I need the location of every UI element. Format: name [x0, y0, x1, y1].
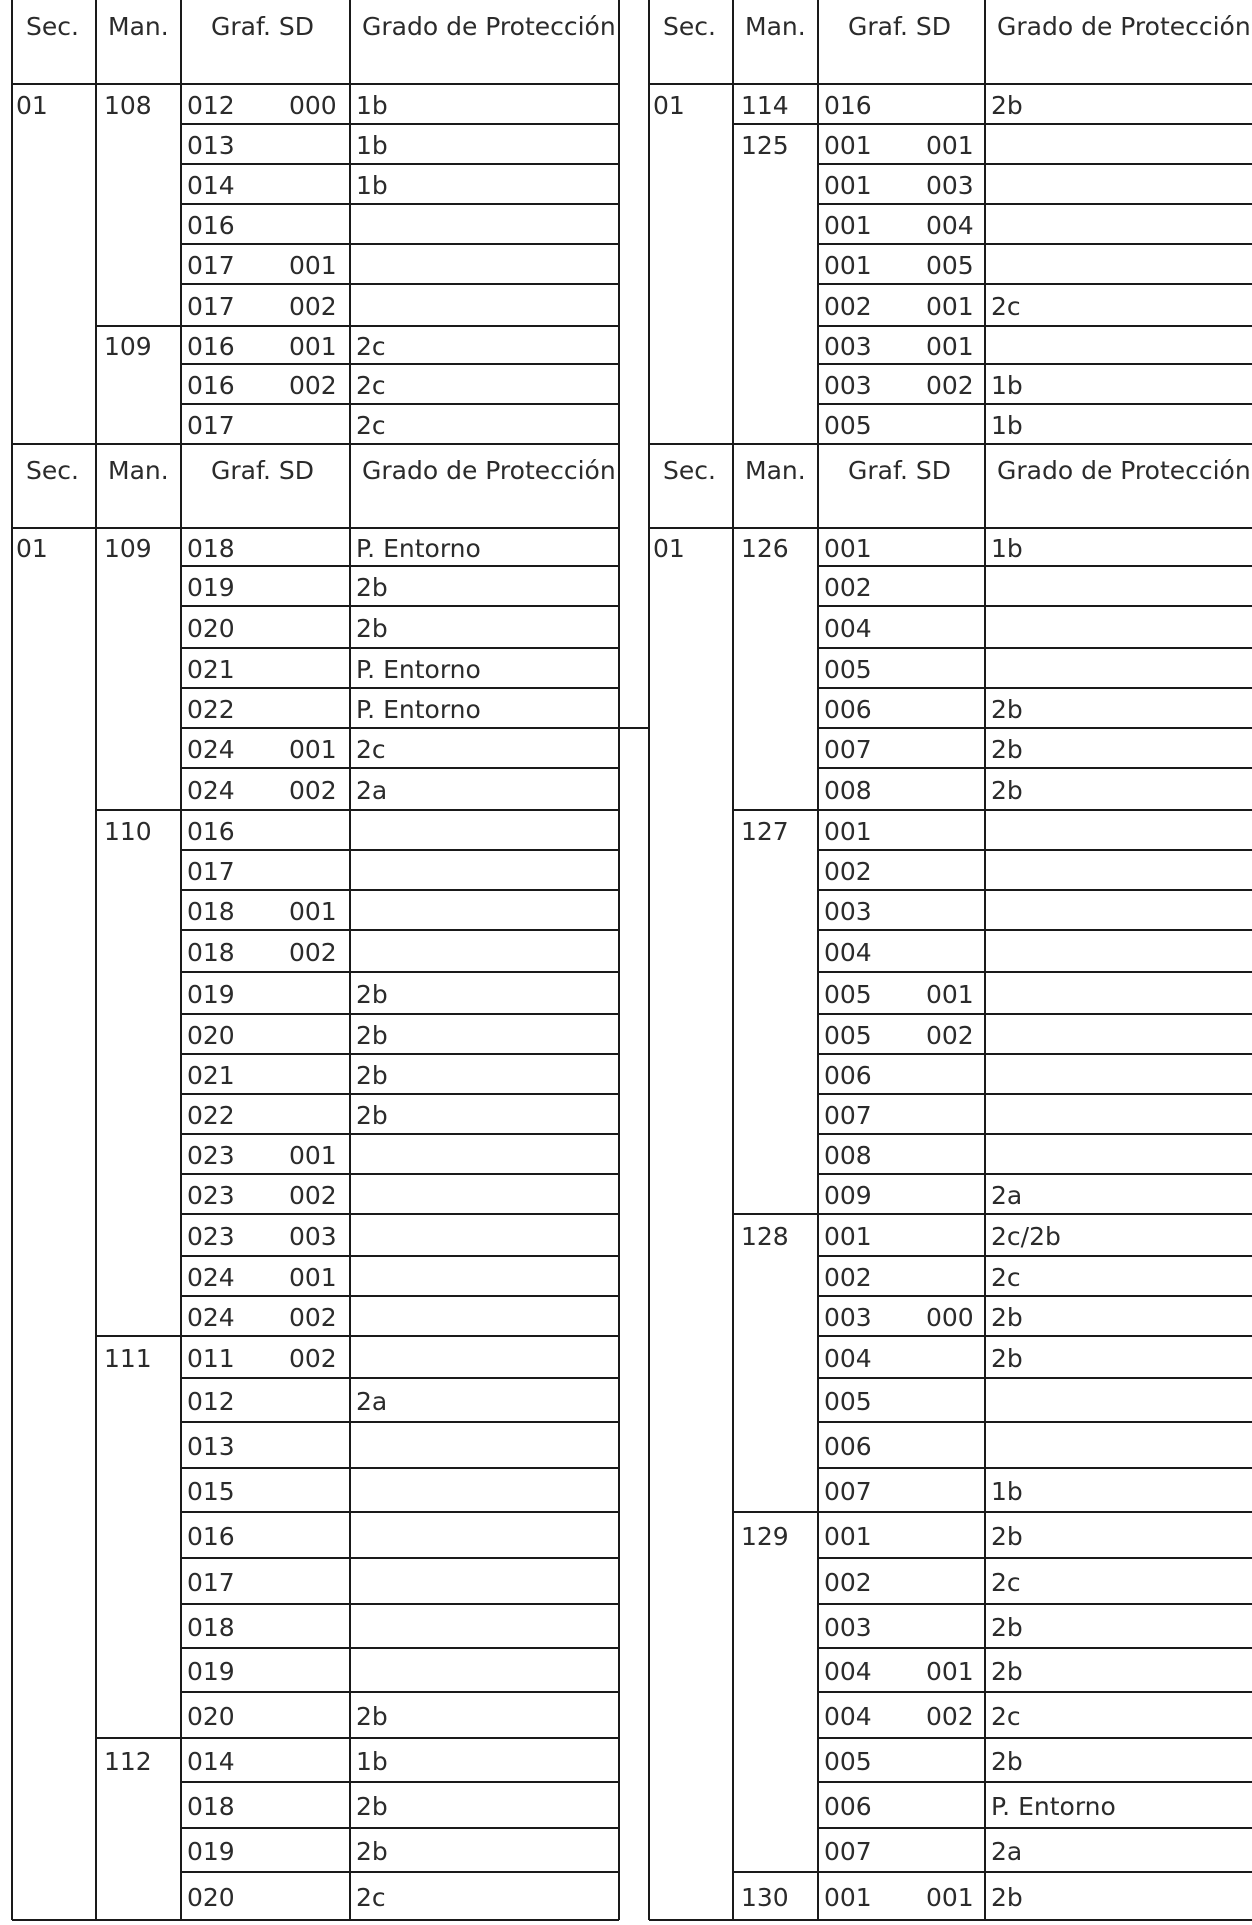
- graf-value: 004: [824, 614, 872, 643]
- graf-value: 016: [824, 91, 872, 120]
- man-value: 127: [741, 817, 789, 846]
- subgraf-value: 002: [289, 1344, 337, 1373]
- grado-value: 2b: [991, 1613, 1023, 1642]
- graf-value: 001: [824, 817, 872, 846]
- graf-value: 017: [187, 411, 235, 440]
- sec-value: 01: [16, 534, 48, 563]
- grado-value: 1b: [356, 171, 388, 200]
- graf-value: 005: [824, 1747, 872, 1776]
- graf-value: 001: [824, 1222, 872, 1251]
- man-value: 109: [104, 534, 152, 563]
- grado-value: 2b: [356, 1837, 388, 1866]
- grado-value: 2b: [356, 1792, 388, 1821]
- header-man: Man.: [108, 456, 169, 485]
- header-graf-sd: Graf. SD: [211, 456, 314, 485]
- grado-value: 2c: [356, 371, 386, 400]
- header-graf-sd: Graf. SD: [848, 456, 951, 485]
- graf-value: 008: [824, 1141, 872, 1170]
- subgraf-value: 002: [289, 1181, 337, 1210]
- graf-value: 004: [824, 1344, 872, 1373]
- header-graf-sd: Graf. SD: [848, 12, 951, 41]
- graf-value: 009: [824, 1181, 872, 1210]
- grado-value: 2b: [991, 1522, 1023, 1551]
- grado-value: 2c: [991, 1702, 1021, 1731]
- graf-value: 006: [824, 1792, 872, 1821]
- graf-value: 006: [824, 695, 872, 724]
- grado-value: 2b: [991, 91, 1023, 120]
- subgraf-value: 002: [926, 1702, 974, 1731]
- grado-value: 2b: [991, 695, 1023, 724]
- graf-value: 016: [187, 1522, 235, 1551]
- graf-value: 006: [824, 1061, 872, 1090]
- subgraf-value: 002: [289, 776, 337, 805]
- graf-value: 001: [824, 131, 872, 160]
- graf-value: 021: [187, 1061, 235, 1090]
- graf-value: 003: [824, 897, 872, 926]
- grado-value: P. Entorno: [991, 1792, 1116, 1821]
- header-man: Man.: [108, 12, 169, 41]
- header-grado-proteccion: Grado de Protección: [362, 456, 616, 485]
- graf-value: 020: [187, 1883, 235, 1912]
- man-value: 112: [104, 1747, 152, 1776]
- grado-value: 1b: [356, 1747, 388, 1776]
- graf-value: 002: [824, 1263, 872, 1292]
- sec-value: 01: [16, 91, 48, 120]
- grado-value: 1b: [991, 371, 1023, 400]
- graf-value: 004: [824, 1657, 872, 1686]
- graf-value: 020: [187, 614, 235, 643]
- graf-value: 005: [824, 1021, 872, 1050]
- graf-value: 002: [824, 1568, 872, 1597]
- subgraf-value: 002: [926, 371, 974, 400]
- grado-value: 2a: [991, 1181, 1023, 1210]
- man-value: 109: [104, 332, 152, 361]
- graf-value: 019: [187, 980, 235, 1009]
- graf-value: 015: [187, 1477, 235, 1506]
- graf-value: 024: [187, 735, 235, 764]
- subgraf-value: 001: [289, 897, 337, 926]
- graf-value: 004: [824, 938, 872, 967]
- grado-value: 2b: [356, 1061, 388, 1090]
- man-value: 130: [741, 1883, 789, 1912]
- grado-value: 2c: [356, 411, 386, 440]
- graf-value: 016: [187, 817, 235, 846]
- subgraf-value: 002: [289, 292, 337, 321]
- grado-value: 2c: [991, 1568, 1021, 1597]
- graf-value: 005: [824, 980, 872, 1009]
- grado-value: 1b: [991, 534, 1023, 563]
- grado-value: 2b: [356, 1702, 388, 1731]
- graf-value: 022: [187, 1101, 235, 1130]
- graf-value: 019: [187, 1657, 235, 1686]
- graf-value: 007: [824, 1477, 872, 1506]
- graf-value: 016: [187, 211, 235, 240]
- grado-value: 2c: [356, 332, 386, 361]
- graf-value: 024: [187, 1303, 235, 1332]
- grado-value: 2b: [991, 776, 1023, 805]
- subgraf-value: 005: [926, 251, 974, 280]
- graf-value: 003: [824, 1303, 872, 1332]
- grado-value: 2b: [991, 1657, 1023, 1686]
- graf-value: 017: [187, 251, 235, 280]
- graf-value: 005: [824, 655, 872, 684]
- header-sec: Sec.: [26, 456, 79, 485]
- graf-value: 018: [187, 1613, 235, 1642]
- man-value: 129: [741, 1522, 789, 1551]
- graf-value: 003: [824, 371, 872, 400]
- graf-value: 023: [187, 1222, 235, 1251]
- graf-value: 023: [187, 1181, 235, 1210]
- graf-value: 018: [187, 938, 235, 967]
- graf-value: 001: [824, 211, 872, 240]
- grado-value: 2a: [356, 1387, 388, 1416]
- subgraf-value: 001: [926, 292, 974, 321]
- graf-value: 007: [824, 1837, 872, 1866]
- graf-value: 014: [187, 171, 235, 200]
- man-value: 110: [104, 817, 152, 846]
- subgraf-value: 001: [926, 332, 974, 361]
- header-graf-sd: Graf. SD: [211, 12, 314, 41]
- graf-value: 021: [187, 655, 235, 684]
- subgraf-value: 001: [289, 1141, 337, 1170]
- man-value: 111: [104, 1344, 152, 1373]
- grado-value: 2b: [991, 1883, 1023, 1912]
- subgraf-value: 002: [926, 1021, 974, 1050]
- graf-value: 001: [824, 1522, 872, 1551]
- subgraf-value: 000: [926, 1303, 974, 1332]
- graf-value: 017: [187, 857, 235, 886]
- grado-value: P. Entorno: [356, 655, 481, 684]
- grado-value: 2b: [991, 1344, 1023, 1373]
- grado-value: 2b: [356, 573, 388, 602]
- graf-value: 005: [824, 1387, 872, 1416]
- grado-value: 2b: [991, 1747, 1023, 1776]
- graf-value: 017: [187, 1568, 235, 1597]
- subgraf-value: 001: [926, 980, 974, 1009]
- subgraf-value: 002: [289, 938, 337, 967]
- grado-value: 2c: [991, 1263, 1021, 1292]
- graf-value: 002: [824, 292, 872, 321]
- graf-value: 007: [824, 1101, 872, 1130]
- subgraf-value: 004: [926, 211, 974, 240]
- man-value: 128: [741, 1222, 789, 1251]
- man-value: 114: [741, 91, 789, 120]
- subgraf-value: 001: [289, 1263, 337, 1292]
- subgraf-value: 001: [289, 251, 337, 280]
- graf-value: 012: [187, 91, 235, 120]
- grado-value: 2c: [356, 735, 386, 764]
- grado-value: P. Entorno: [356, 534, 481, 563]
- subgraf-value: 002: [289, 1303, 337, 1332]
- subgraf-value: 001: [289, 735, 337, 764]
- sec-value: 01: [653, 534, 685, 563]
- subgraf-value: 003: [289, 1222, 337, 1251]
- header-grado-proteccion: Grado de Protección: [362, 12, 616, 41]
- sec-value: 01: [653, 91, 685, 120]
- subgraf-value: 003: [926, 171, 974, 200]
- grado-value: 2b: [991, 735, 1023, 764]
- graf-value: 008: [824, 776, 872, 805]
- graf-value: 014: [187, 1747, 235, 1776]
- grado-value: 1b: [356, 131, 388, 160]
- grado-value: P. Entorno: [356, 695, 481, 724]
- graf-value: 012: [187, 1387, 235, 1416]
- grado-value: 2c: [991, 292, 1021, 321]
- graf-value: 002: [824, 573, 872, 602]
- graf-value: 019: [187, 573, 235, 602]
- grado-value: 2a: [356, 776, 388, 805]
- graf-value: 016: [187, 371, 235, 400]
- header-grado-proteccion: Grado de Protección: [997, 456, 1251, 485]
- man-value: 126: [741, 534, 789, 563]
- grado-value: 2a: [991, 1837, 1023, 1866]
- graf-value: 006: [824, 1432, 872, 1461]
- subgraf-value: 000: [289, 91, 337, 120]
- grado-value: 2b: [356, 1101, 388, 1130]
- grado-value: 2c: [356, 1883, 386, 1912]
- man-value: 108: [104, 91, 152, 120]
- man-value: 125: [741, 131, 789, 160]
- grado-value: 2b: [356, 980, 388, 1009]
- graf-value: 002: [824, 857, 872, 886]
- graf-value: 024: [187, 1263, 235, 1292]
- graf-value: 003: [824, 1613, 872, 1642]
- graf-value: 007: [824, 735, 872, 764]
- grado-value: 1b: [991, 1477, 1023, 1506]
- graf-value: 001: [824, 251, 872, 280]
- grado-value: 2b: [356, 614, 388, 643]
- subgraf-value: 001: [926, 131, 974, 160]
- graf-value: 016: [187, 332, 235, 361]
- graf-value: 003: [824, 332, 872, 361]
- header-man: Man.: [745, 456, 806, 485]
- graf-value: 019: [187, 1837, 235, 1866]
- header-grado-proteccion: Grado de Protección: [997, 12, 1251, 41]
- graf-value: 004: [824, 1702, 872, 1731]
- header-man: Man.: [745, 12, 806, 41]
- grado-value: 2b: [356, 1021, 388, 1050]
- graf-value: 020: [187, 1021, 235, 1050]
- grado-value: 2c/2b: [991, 1222, 1061, 1251]
- graf-value: 024: [187, 776, 235, 805]
- graf-value: 017: [187, 292, 235, 321]
- graf-value: 013: [187, 131, 235, 160]
- graf-value: 001: [824, 1883, 872, 1912]
- graf-value: 005: [824, 411, 872, 440]
- header-sec: Sec.: [26, 12, 79, 41]
- graf-value: 001: [824, 171, 872, 200]
- graf-value: 013: [187, 1432, 235, 1461]
- grado-value: 1b: [356, 91, 388, 120]
- graf-value: 020: [187, 1702, 235, 1731]
- header-sec: Sec.: [663, 12, 716, 41]
- graf-value: 018: [187, 1792, 235, 1821]
- grado-value: 1b: [991, 411, 1023, 440]
- subgraf-value: 001: [926, 1657, 974, 1686]
- header-sec: Sec.: [663, 456, 716, 485]
- subgraf-value: 001: [289, 332, 337, 361]
- subgraf-value: 001: [926, 1883, 974, 1912]
- grado-value: 2b: [991, 1303, 1023, 1332]
- graf-value: 011: [187, 1344, 235, 1373]
- graf-value: 023: [187, 1141, 235, 1170]
- subgraf-value: 002: [289, 371, 337, 400]
- graf-value: 018: [187, 534, 235, 563]
- graf-value: 018: [187, 897, 235, 926]
- graf-value: 022: [187, 695, 235, 724]
- graf-value: 001: [824, 534, 872, 563]
